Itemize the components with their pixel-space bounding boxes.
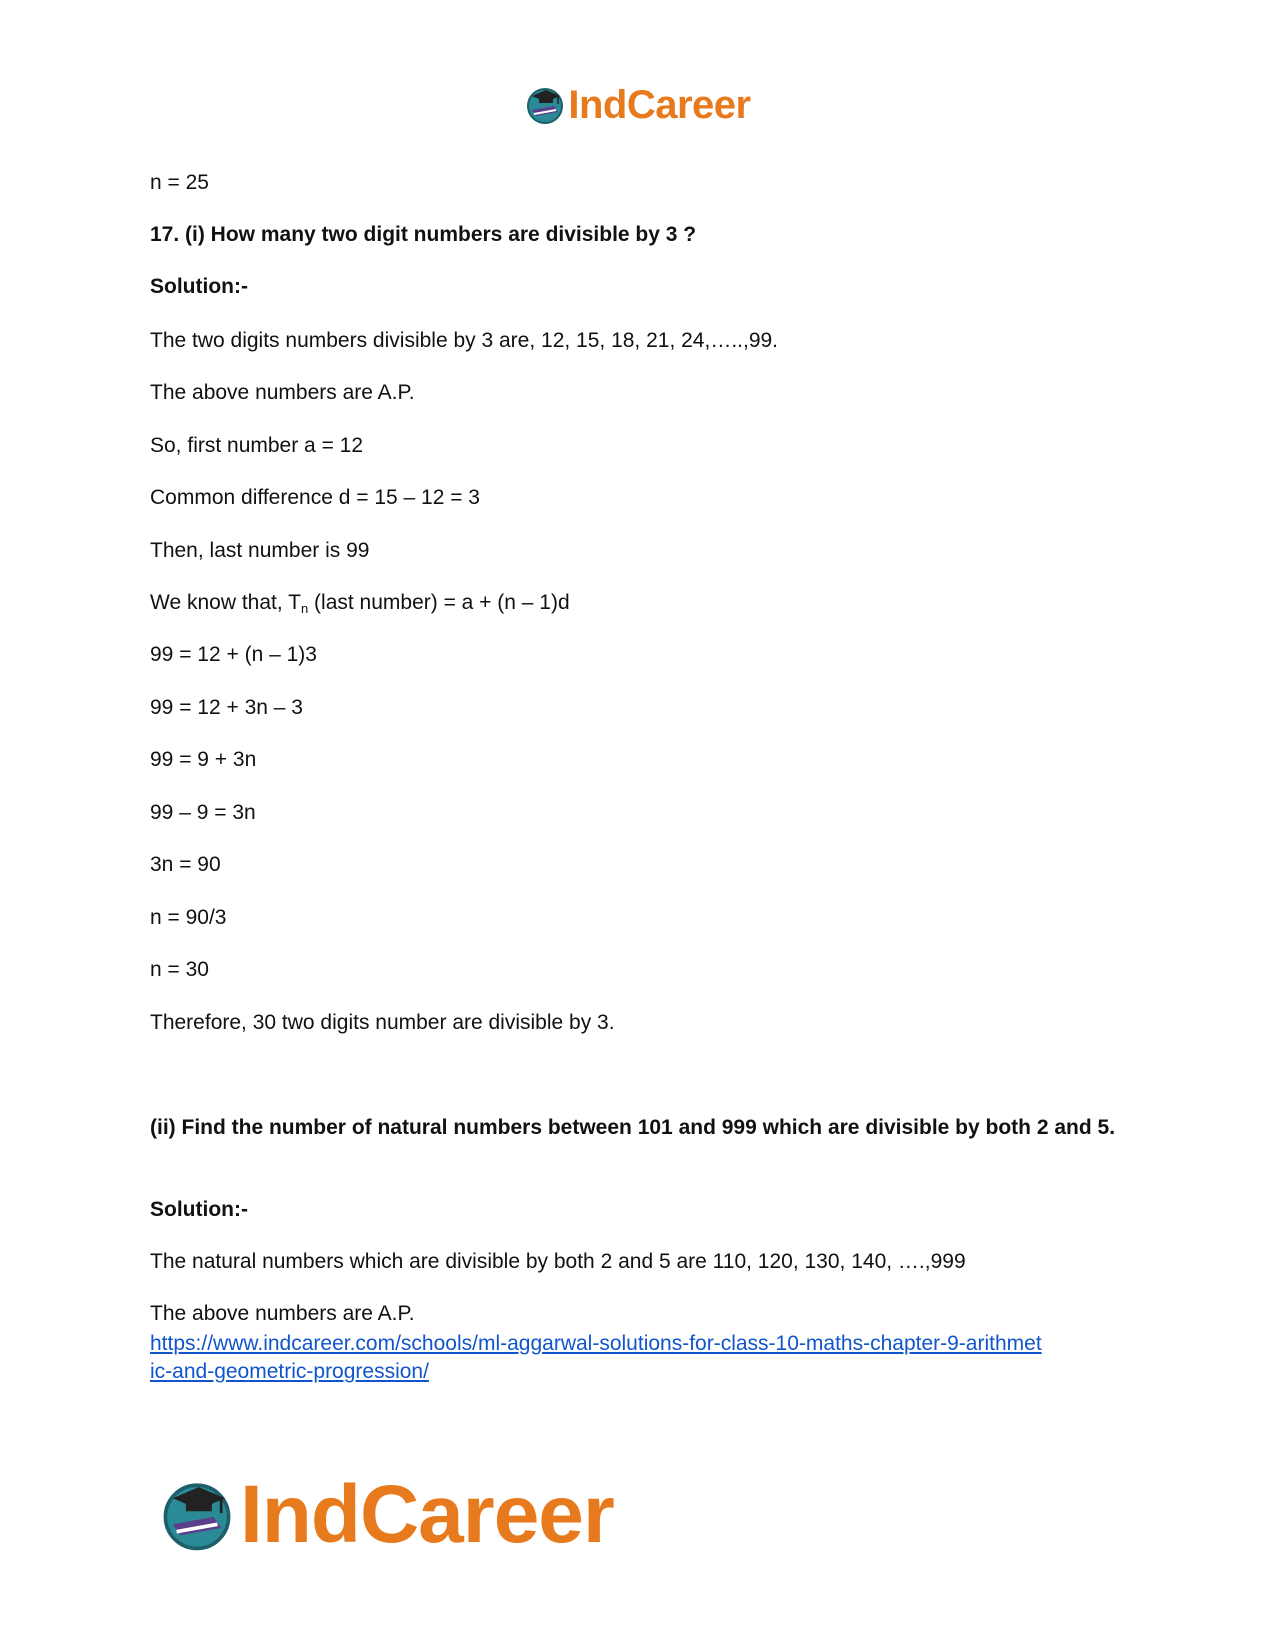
text-line: The two digits numbers divisible by 3 are, 12, 15, 18, 21, 24,…..,99. — [150, 329, 779, 352]
formula-suffix: (last number) = a + (n – 1)d — [308, 591, 570, 614]
header-logo — [0, 76, 1275, 134]
text-line: n = 25 — [150, 171, 209, 194]
text-line: 99 = 12 + (n – 1)3 — [150, 643, 317, 666]
indcareer-logo — [524, 83, 750, 128]
text-line: n = 90/3 — [150, 906, 227, 929]
solution-label: Solution:- — [150, 1198, 248, 1221]
text-line: The above numbers are A.P. — [150, 1302, 415, 1325]
formula-prefix: We know that, T — [150, 591, 301, 614]
text-line: 99 = 12 + 3n – 3 — [150, 696, 303, 719]
text-line: 99 – 9 = 3n — [150, 801, 256, 824]
text-line: n = 30 — [150, 958, 209, 981]
solution-label: Solution:- — [150, 275, 248, 298]
text-line: 3n = 90 — [150, 853, 221, 876]
text-line: The natural numbers which are divisible by both 2 and 5 are 110, 120, 130, 140, ….,999 — [150, 1250, 966, 1273]
logo-wordmark: IndCareer — [568, 82, 751, 127]
formula-subscript: n — [300, 601, 309, 616]
text-line: The above numbers are A.P. — [150, 381, 415, 404]
globe-graduation-cap-icon — [524, 84, 566, 126]
formula-line — [150, 588, 570, 624]
question-heading: (ii) Find the number of natural numbers between 101 and 999 which are divisible by both 2 and 5. — [150, 1116, 1116, 1139]
question-heading: 17. (i) How many two digit numbers are divisible by 3 ? — [150, 223, 697, 246]
text-line: Then, last number is 99 — [150, 539, 370, 562]
text-line: So, first number a = 12 — [150, 434, 364, 457]
source-link-continued[interactable]: ic-and-geometric-progression/ — [150, 1360, 429, 1383]
footer-logo — [158, 1468, 614, 1562]
logo-wordmark: IndCareer — [240, 1469, 614, 1560]
source-link[interactable]: https://www.indcareer.com/schools/ml-aggarwal-solutions-for-class-10-maths-chapter-9-arithmet — [150, 1332, 1042, 1355]
text-line: Common difference d = 15 – 12 = 3 — [150, 486, 480, 509]
text-line: 99 = 9 + 3n — [150, 748, 257, 771]
globe-graduation-cap-icon — [158, 1476, 236, 1554]
text-line: Therefore, 30 two digits number are divisible by 3. — [150, 1011, 615, 1034]
